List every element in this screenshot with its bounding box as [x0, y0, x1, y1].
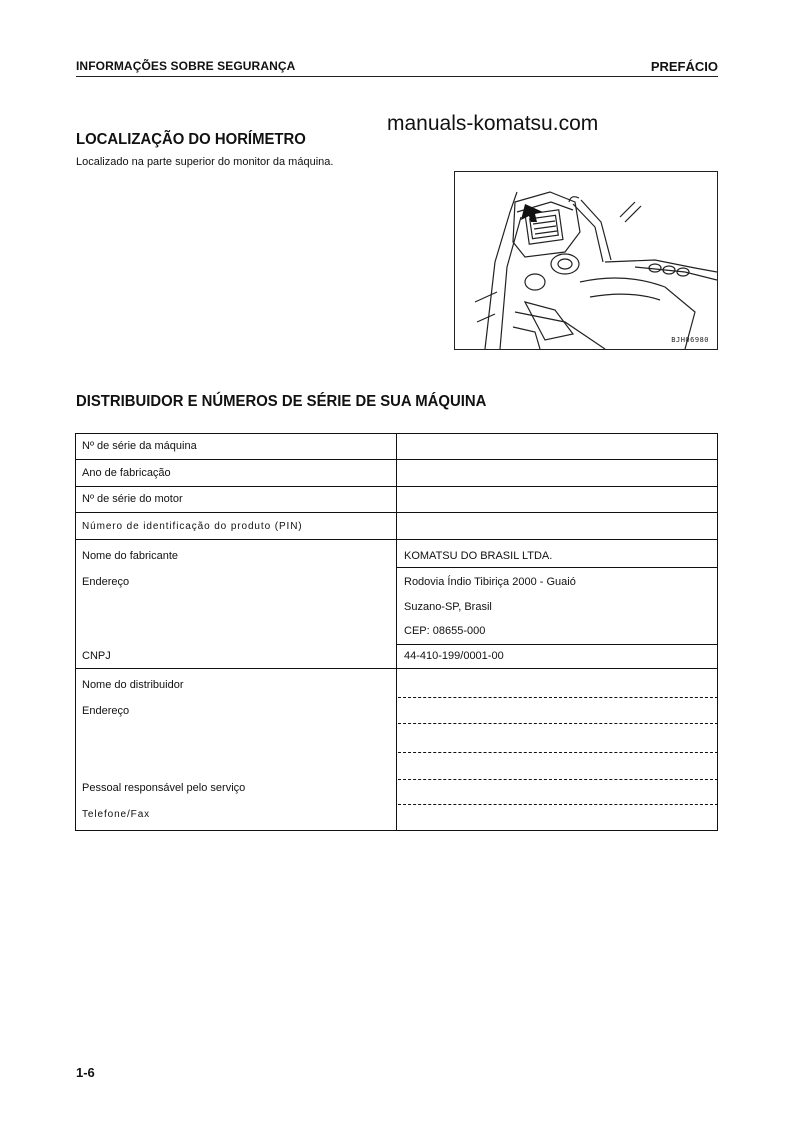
row-divider	[76, 486, 717, 487]
distributor-label: Nome do distribuidor	[82, 679, 184, 691]
cab-illustration	[455, 172, 717, 349]
watermark-text: manuals-komatsu.com	[387, 112, 599, 135]
row-divider	[76, 539, 717, 540]
address-label: Endereço	[82, 576, 130, 588]
pin-label: Número de identificação do produto (PIN)	[82, 521, 303, 532]
distributor-address-label: Endereço	[82, 705, 130, 717]
serial-machine-label: Nº de série da máquina	[82, 440, 197, 452]
manufacturer-value: KOMATSU DO BRASIL LTDA.	[404, 550, 553, 562]
address-line: CEP: 08655-000	[404, 625, 486, 637]
hourmeter-section-title: LOCALIZAÇÃO DO HORÍMETRO	[76, 131, 306, 148]
row-divider	[76, 459, 717, 460]
distributor-section-title: DISTRIBUIDOR E NÚMEROS DE SÉRIE DE SUA MÁQUINA	[76, 393, 487, 410]
year-label: Ano de fabricação	[82, 467, 171, 479]
phone-fax-label: Telefone/Fax	[82, 809, 151, 820]
fill-in-line	[398, 697, 718, 698]
machine-info-table	[75, 433, 718, 831]
figure-code: BJH06980	[671, 336, 709, 344]
header-divider	[76, 76, 718, 77]
row-divider	[396, 644, 717, 645]
row-divider	[76, 668, 717, 669]
hourmeter-description: Localizado na parte superior do monitor da máquina.	[76, 156, 334, 168]
service-personnel-label: Pessoal responsável pelo serviço	[82, 782, 246, 794]
hourmeter-location-figure	[454, 171, 718, 350]
fill-in-line	[398, 779, 718, 780]
row-divider	[76, 512, 717, 513]
cnpj-value: 44-410-199/0001-00	[404, 650, 504, 662]
header-section-title: INFORMAÇÕES SOBRE SEGURANÇA	[76, 59, 296, 73]
serial-engine-label: Nº de série do motor	[82, 493, 183, 505]
page-number: 1-6	[76, 1065, 95, 1080]
row-divider	[396, 567, 717, 568]
fill-in-line	[398, 723, 718, 724]
cnpj-label: CNPJ	[82, 650, 111, 662]
manufacturer-label: Nome do fabricante	[82, 550, 178, 562]
address-line: Suzano-SP, Brasil	[404, 601, 492, 613]
column-divider	[396, 434, 397, 830]
address-line: Rodovia Índio Tibiriça 2000 - Guaió	[404, 576, 576, 588]
fill-in-line	[398, 752, 718, 753]
header-chapter-title: PREFÁCIO	[650, 59, 718, 74]
fill-in-line	[398, 804, 718, 805]
